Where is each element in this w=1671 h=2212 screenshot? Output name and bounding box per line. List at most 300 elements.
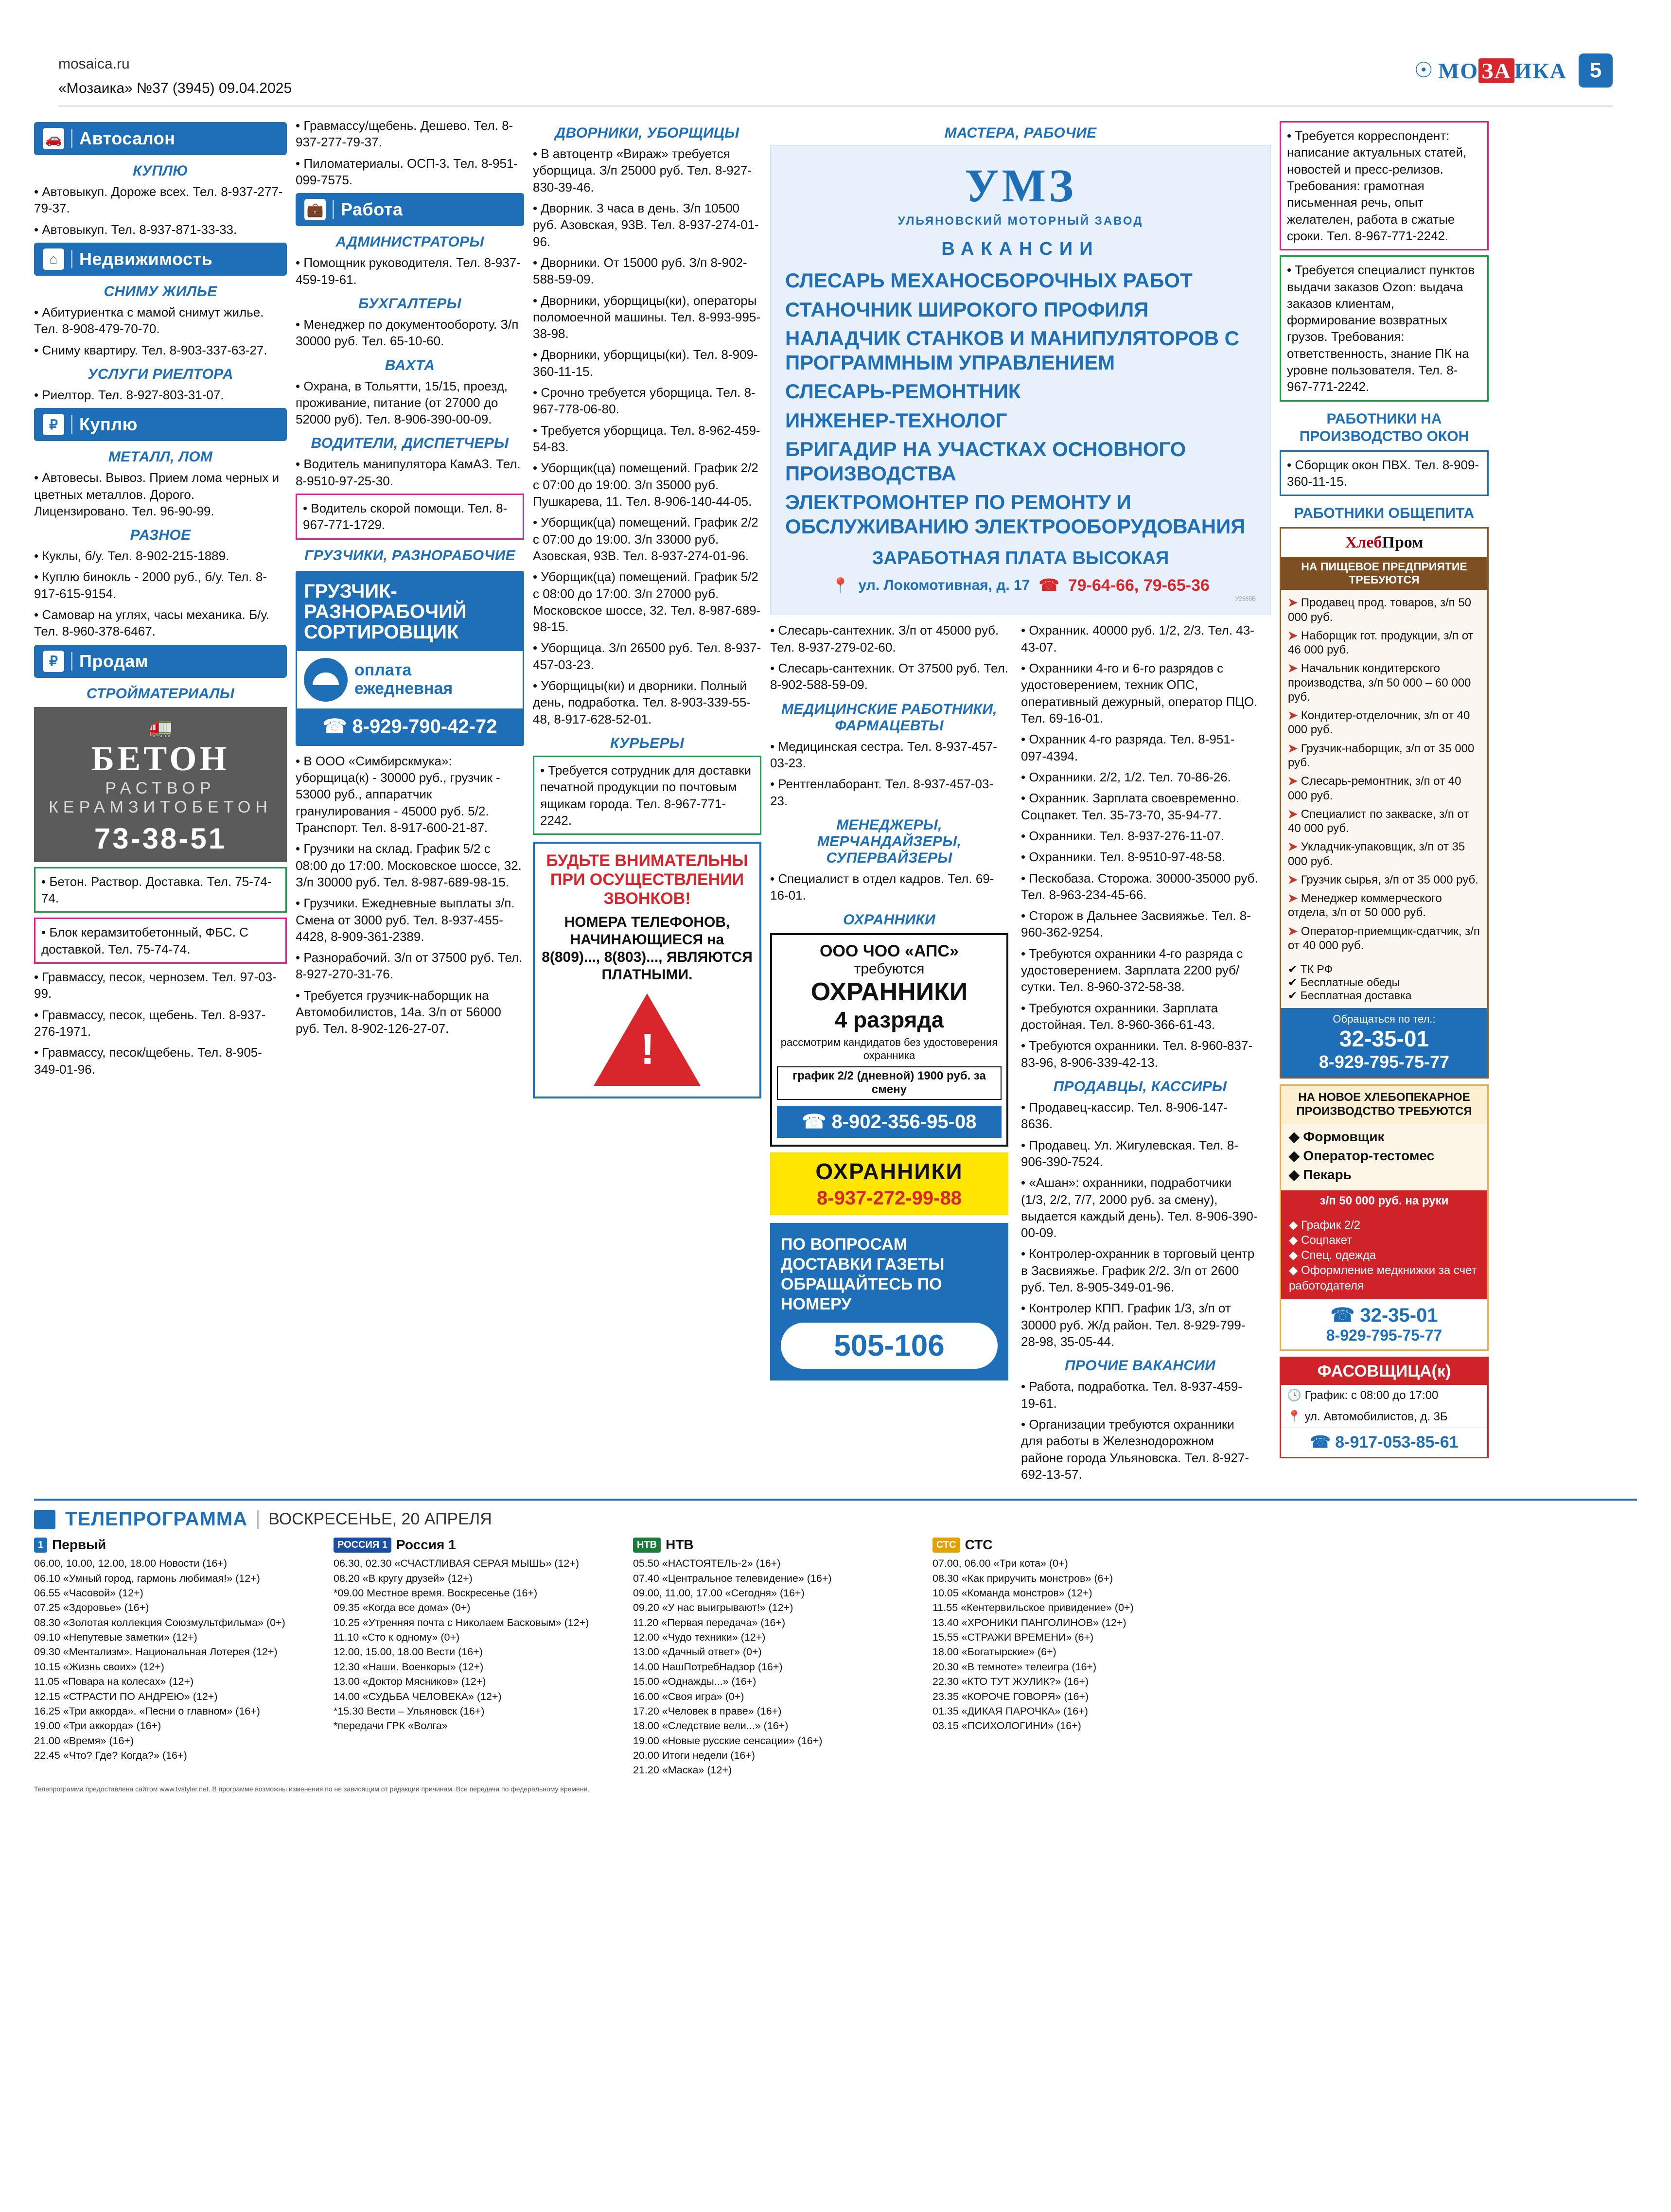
umz-salary: ЗАРАБОТНАЯ ПЛАТА ВЫСОКАЯ xyxy=(872,548,1169,569)
bakery-job: ◆ Пекарь xyxy=(1289,1167,1352,1182)
beton-sub2: КЕРАМЗИТОБЕТОН xyxy=(49,797,272,816)
tv-item: 10.05 «Команда монстров» (12+) xyxy=(932,1587,1092,1599)
tv-item: 14.00 «СУДЬБА ЧЕЛОВЕКА» (12+) xyxy=(334,1690,502,1702)
subheading-obshchepit: РАБОТНИКИ ОБЩЕПИТА xyxy=(1294,505,1475,522)
tv-channel-header xyxy=(334,1537,620,1553)
tv-channel-header xyxy=(932,1537,1219,1553)
ad-ohranniki-yellow[interactable] xyxy=(770,1152,1008,1215)
briefcase-icon: 💼 xyxy=(304,199,326,220)
column-5 xyxy=(1280,117,1489,1458)
tv-item: 12.00 «Чудо техники» (12+) xyxy=(633,1631,766,1644)
masthead-right xyxy=(1414,53,1613,88)
pin-icon: 📍 xyxy=(831,577,850,594)
ad-item: • Уборщик(ца) помещений. График 2/2 с 07:00 до 19:00. З/п 33000 руб. Азовская, 93В. Тел. 8-937-274-01-96. xyxy=(533,515,758,563)
category-title: Продам xyxy=(79,651,148,671)
ad-item: • Пиломатериалы. ОСП-3. Тел. 8-951-099-7575. xyxy=(296,156,518,187)
divider xyxy=(71,415,72,434)
ad-item: • Разнорабочий. З/п от 37500 руб. Тел. 8-927-270-31-76. xyxy=(296,950,523,982)
umz-contacts xyxy=(785,576,1256,595)
benefit-item: ✔ ТК РФ xyxy=(1288,963,1333,976)
subheading-dvorniki: ДВОРНИКИ, УБОРЩИЦЫ xyxy=(555,125,739,141)
fasov-address: 📍 ул. Автомобилистов, д. 3Б xyxy=(1281,1406,1487,1428)
fasov-phone: ☎ 8-917-053-85-61 xyxy=(1310,1433,1459,1451)
ad-item: • Дворники, уборщицы(ки), операторы поломоечной машины. Тел. 8-993-995-38-98. xyxy=(533,293,760,341)
ad-item: • Охранник 4-го разряда. Тел. 8-951-097-4394. xyxy=(1021,732,1235,763)
umz-logo xyxy=(785,159,1256,228)
bullet-icon: ➤ xyxy=(1288,840,1298,854)
tv-channel-columns xyxy=(34,1537,1637,1778)
ad-item: • Водитель скорой помощи. Тел. 8-967-771-1729. xyxy=(303,501,508,532)
ad-code: У2685В xyxy=(1235,595,1256,602)
ad-item: • Охранники 4-го и 6-го разрядов с удостоверением, техник ОПС, оперативный дежурный, оператор ПЦО. Тел. 69-16-01. xyxy=(1021,661,1258,726)
umz-job: ЭЛЕКТРОМОНТЕР ПО РЕМОНТУ И ОБСЛУЖИВАНИЮ ЭЛЕКТРООБОРУДОВАНИЯ xyxy=(785,491,1246,538)
ad-item: • Абитуриентка с мамой снимут жилье. Тел. 8-908-479-70-70. xyxy=(34,304,264,336)
subheading-menedzhery: МЕНЕДЖЕРЫ, МЕРЧАНДАЙЗЕРЫ, СУПЕРВАЙЗЕРЫ xyxy=(817,816,962,866)
tv-item: 12.00, 15.00, 18.00 Вести (16+) xyxy=(334,1646,483,1658)
classified-columns xyxy=(0,106,1671,1487)
tv-item: 23.35 «КОРОЧЕ ГОВОРЯ» (16+) xyxy=(932,1690,1089,1702)
tv-item: 14.00 НашПотребНадзор (16+) xyxy=(633,1661,783,1673)
ad-item: • Менеджер по документообороту. З/п 30000 руб. Тел. 65-10-60. xyxy=(296,317,519,349)
ad-item: • Требуется уборщица. Тел. 8-962-459-54-83. xyxy=(533,423,760,454)
ad-box-okna xyxy=(1280,450,1489,496)
channel-name: СТС xyxy=(965,1537,993,1553)
ad-bakery[interactable] xyxy=(1280,1084,1489,1351)
subheading-mastera: МАСТЕРА, РАБОЧИЕ xyxy=(944,125,1097,141)
hlebprom-subtitle: НА ПИЩЕВОЕ ПРЕДПРИЯТИЕ ТРЕБУЮТСЯ xyxy=(1281,557,1487,590)
bakery-contacts xyxy=(1281,1299,1487,1349)
ad-item: • Охранник. Зарплата своевременно. Соцпакет. Тел. 35-73-70, 35-94-77. xyxy=(1021,791,1240,822)
ad-item: • Охранники. Тел. 8-937-276-11-07. xyxy=(1021,828,1225,843)
tv-item: 10.15 «Жизнь своих» (12+) xyxy=(34,1661,164,1673)
ad-box-voditel-skoroy xyxy=(296,494,524,540)
fasov-title: ФАСОВЩИЦА(к) xyxy=(1281,1358,1487,1385)
tv-item: 07.25 «Здоровье» (16+) xyxy=(34,1602,149,1614)
tv-item: 13.40 «ХРОНИКИ ПАНГОЛИНОВ» (12+) xyxy=(932,1616,1126,1628)
ad-item: • Продавец-кассир. Тел. 8-906-147-8636. xyxy=(1021,1099,1228,1132)
column-4 xyxy=(770,117,1271,1487)
tv-item: 06.10 «Умный город, гармонь любимая!» (12+) xyxy=(34,1572,260,1584)
category-title: Автосалон xyxy=(79,128,176,148)
ad-item: • Автовыкуп. Тел. 8-937-871-33-33. xyxy=(34,222,237,237)
ad-item: • Водитель манипулятора КамАЗ. Тел. 8-9510-97-25-30. xyxy=(296,457,521,488)
ad-item: • Куклы, б/у. Тел. 8-902-215-1889. xyxy=(34,549,229,564)
ad-item: • Требуются охранники 4-го разряда с удостоверением. Зарплата 2200 руб/сутки. Тел. 8-960-372-58-38. xyxy=(1021,946,1243,994)
tv-channel-header xyxy=(633,1537,920,1553)
ad-box-korrespondent xyxy=(1280,121,1489,250)
umz-vacancies-label: ВАКАНСИИ xyxy=(941,239,1100,259)
umz-job: СЛЕСАРЬ МЕХАНОСБОРОЧНЫХ РАБОТ xyxy=(785,269,1193,292)
divider xyxy=(333,200,334,219)
masthead xyxy=(0,0,1671,99)
col4-left xyxy=(770,622,1008,1487)
tv-item: 10.25 «Утренняя почта с Николаем Басковым» (12+) xyxy=(334,1616,589,1628)
hlebprom-brand: ХлебПром xyxy=(1345,533,1424,552)
aps-need: требуются xyxy=(854,960,925,977)
subheading-stroymaterialy: СТРОЙМАТЕРИАЛЫ xyxy=(86,685,235,702)
gruz-pay-text xyxy=(354,661,453,698)
subheading-vahta: ВАХТА xyxy=(385,357,435,373)
ad-item: • Требуется сотрудник для доставки печатной продукции по почтовым ящикам города. Тел. 8-967-771-2242. xyxy=(540,763,752,828)
ad-item: • Пескобаза. Сторожа. 30000-35000 руб. Тел. 8-963-234-45-66. xyxy=(1021,870,1258,902)
umz-logo-word: УМЗ xyxy=(965,159,1076,212)
hlebprom-job: ➤ Оператор-приемщик-сдатчик, з/п от 40 000 руб. xyxy=(1288,924,1480,952)
ad-item: • Сторож в Дальнее Засвияжье. Тел. 8-960-362-9254. xyxy=(1021,908,1251,940)
warning-body: НОМЕРА ТЕЛЕФОНОВ, НАЧИНАЮЩИЕСЯ на 8(809)..., 8(803)..., ЯВЛЯЮТСЯ ПЛАТНЫМИ. xyxy=(542,914,753,983)
subheading-medicinskie: МЕДИЦИНСКИЕ РАБОТНИКИ, ФАРМАЦЕВТЫ xyxy=(781,701,997,734)
tv-title: ТЕЛЕПРОГРАММА xyxy=(65,1508,248,1530)
subheading-administratory: АДМИНИСТРАТОРЫ xyxy=(335,234,484,250)
ad-fasovshchica[interactable] xyxy=(1280,1357,1489,1458)
category-kuplyu xyxy=(34,408,287,441)
tv-item: 19.00 «Три аккорда» (16+) xyxy=(34,1720,161,1732)
hlebprom-logo xyxy=(1281,529,1487,557)
ad-item: • Дворник. 3 часа в день. З/п 10500 руб. Азовская, 93В. Тел. 8-937-274-01-96. xyxy=(533,200,759,249)
benefit-item: ✔ Бесплатные обеды xyxy=(1288,976,1400,989)
ad-item: • Помощник руководителя. Тел. 8-937-459-19-61. xyxy=(296,255,521,287)
hlebprom-job: ➤ Укладчик-упаковщик, з/п от 35 000 руб. xyxy=(1288,840,1465,868)
beton-title: БЕТОН xyxy=(91,739,230,778)
ad-item: • «Ашан»: охранники, подработчики (1/3, 2/2, 7/7, 2000 руб. за смену), выдается каждый день). Тел. 8-906-390-00-09. xyxy=(1021,1175,1258,1240)
ad-item: • Бетон. Раствор. Доставка. Тел. 75-74-74. xyxy=(41,874,272,905)
ad-item: • Уборщица. З/п 26500 руб. Тел. 8-937-457-03-23. xyxy=(533,640,761,672)
bakery-title: НА НОВОЕ ХЛЕБОПЕКАРНОЕ ПРОИЗВОДСТВО ТРЕБУЮТСЯ xyxy=(1281,1086,1487,1124)
divider xyxy=(71,250,72,268)
tv-channel-header xyxy=(34,1537,321,1553)
tv-item: 17.20 «Человек в праве» (16+) xyxy=(633,1705,782,1717)
category-nedvizhimost xyxy=(34,243,287,276)
channel-badge: 1 xyxy=(34,1538,47,1553)
gruz-line3: СОРТИРОВЩИК xyxy=(304,621,459,643)
ad-item: • Уборщик(ца) помещений. График 2/2 с 07:00 до 19:00. З/п 35000 руб. Пушкарева, 11. Тел. 8-906-140-44-05. xyxy=(533,460,758,509)
bullet-icon: ➤ xyxy=(1288,807,1298,821)
mosaica-logo xyxy=(1414,58,1567,84)
ad-item: • Продавец. Ул. Жигулевская. Тел. 8-906-390-7524. xyxy=(1021,1137,1238,1169)
tv-item: *15.30 Вести – Ульяновск (16+) xyxy=(334,1705,485,1717)
bakery-job: ◆ Оператор-тестомес xyxy=(1289,1148,1435,1163)
tv-item: 08.30 «Золотая коллекция Союзмультфильма» (0+) xyxy=(34,1616,285,1628)
tv-listing xyxy=(932,1557,1219,1733)
ad-box-kurier xyxy=(533,756,761,835)
ad-item: • Требуется корреспондент: написание актуальных статей, новостей и пресс-релизов. Требования: грамотная письменная речь, опыт желателен, работа в сжатые сроки. Тел. 8-967-771-2242. xyxy=(1287,128,1467,243)
tv-item: 09.20 «У нас выигрывают!» (12+) xyxy=(633,1602,793,1614)
tv-item: 21.00 «Время» (16+) xyxy=(34,1734,134,1747)
tv-item: 15.55 «СТРАЖИ ВРЕМЕНИ» (6+) xyxy=(932,1631,1094,1644)
channel-name: Первый xyxy=(52,1537,106,1553)
phone-icon: ☎ xyxy=(1038,576,1059,595)
umz-job: СТАНОЧНИК ШИРОКОГО ПРОФИЛЯ xyxy=(785,298,1149,321)
ad-item: • Требуется специалист пунктов выдачи заказов Ozon: выдача заказов клиентам, формирование возвратных грузов. Требования: ответственность, знание ПК на уровне пользователя. Тел. 8-967-771-2242. xyxy=(1287,263,1475,394)
bullet-icon: ➤ xyxy=(1288,629,1298,642)
worker-helmet-icon xyxy=(304,658,348,702)
tv-item: 21.20 «Маска» (12+) xyxy=(633,1764,732,1776)
bullet-icon: ➤ xyxy=(1288,775,1298,788)
ad-item: • Сниму квартиру. Тел. 8-903-337-63-27. xyxy=(34,342,267,357)
tv-program-section xyxy=(34,1499,1637,1793)
ad-item: • Слесарь-сантехник. От 37500 руб. Тел. 8-902-588-59-09. xyxy=(770,661,1008,692)
tv-header xyxy=(34,1508,1637,1530)
bullet-icon: ➤ xyxy=(1288,924,1298,938)
hlebprom-job: ➤ Наборщик гот. продукции, з/п от 46 000 руб. xyxy=(1288,629,1474,657)
subheading-voditeli: ВОДИТЕЛИ, ДИСПЕТЧЕРЫ xyxy=(311,435,509,452)
bullet-icon: ➤ xyxy=(1288,662,1298,675)
hlebprom-contacts xyxy=(1281,1008,1487,1077)
umz-job: БРИГАДИР НА УЧАСТКАХ ОСНОВНОГО ПРОИЗВОДСТВА xyxy=(785,438,1186,485)
ad-item: • Охрана, в Тольятти, 15/15, проезд, проживание, питание (от 27000 до 52000 руб). Тел. 8-906-390-00-09. xyxy=(296,378,508,427)
category-prodam xyxy=(34,645,287,678)
ad-item: • Охранники. Тел. 8-9510-97-48-58. xyxy=(1021,849,1226,865)
beton-phone: 73-38-51 xyxy=(94,822,227,855)
ruble-down-icon: ₽ xyxy=(43,414,64,435)
bakery-phone-1: ☎ 32-35-01 xyxy=(1330,1304,1438,1326)
masthead-left xyxy=(58,53,292,99)
tv-item: 16.00 «Своя игра» (0+) xyxy=(633,1690,744,1702)
tv-item: 18.00 «Богатырские» (6+) xyxy=(932,1646,1056,1658)
hlebprom-job: ➤ Грузчик сырья, з/п от 35 000 руб. xyxy=(1288,873,1478,886)
ad-item: • Срочно требуется уборщица. Тел. 8-967-778-06-80. xyxy=(533,385,756,417)
subheading-uslugi: УСЛУГИ РИЕЛТОРА xyxy=(88,366,233,382)
tv-item: 18.00 «Следствие вели...» (16+) xyxy=(633,1720,789,1732)
tv-item: 03.15 «ПСИХОЛОГИНИ» (16+) xyxy=(932,1720,1081,1732)
ad-item: • Автовыкуп. Дороже всех. Тел. 8-937-277-79-37. xyxy=(34,184,283,216)
tv-item: 20.00 Итоги недели (16+) xyxy=(633,1750,756,1762)
ad-item: • Куплю бинокль - 2000 руб., б/у. Тел. 8-917-615-9154. xyxy=(34,569,267,601)
ad-gruzchik[interactable] xyxy=(296,571,524,746)
ad-item: • Гравмассу, песок, чернозем. Тел. 97-03-99. xyxy=(34,969,277,1001)
ad-item: • Грузчики на склад. График 5/2 с 08:00 до 17:00. Московское шоссе, 32. З/п 30000 руб. Тел. 8-987-689-98-15. xyxy=(296,841,522,889)
hlebprom-job: ➤ Специалист по закваске, з/п от 40 000 руб. xyxy=(1288,807,1469,835)
umz-job: ИНЖЕНЕР-ТЕХНОЛОГ xyxy=(785,408,1007,432)
tv-item-note: *передачи ГРК «Волга» xyxy=(334,1720,448,1732)
umz-phone: 79-64-66, 79-65-36 xyxy=(1068,576,1210,595)
ad-item: • Дворники, уборщицы(ки). Тел. 8-909-360-11-15. xyxy=(533,347,758,379)
tv-item: 06.30, 02.30 «СЧАСТЛИВАЯ СЕРАЯ МЫШЬ» (12+) xyxy=(334,1557,580,1570)
ad-item: • Охранники. 2/2, 1/2. Тел. 70-86-26. xyxy=(1021,769,1231,784)
subheading-okna: РАБОТНИКИ НА ПРОИЗВОДСТВО ОКОН xyxy=(1299,410,1469,444)
tv-item: 08.20 «В кругу друзей» (12+) xyxy=(334,1572,473,1584)
call-label: Обращаться по тел.: xyxy=(1333,1013,1436,1026)
hlebprom-job: ➤ Слесарь-ремонтник, з/п от 40 000 руб. xyxy=(1288,775,1461,802)
tv-item: 22.45 «Что? Где? Когда?» (16+) xyxy=(34,1750,187,1762)
benefit-item: ✔ Бесплатная доставка xyxy=(1288,989,1412,1002)
hlebprom-job: ➤ Кондитер-отделочник, з/п от 40 000 руб. xyxy=(1288,709,1470,737)
home-icon: ⌂ xyxy=(43,248,64,270)
ad-item: • Контролер КПП. График 1/3, з/п от 30000 руб. Ж/д район. Тел. 8-929-799-28-98, 35-05-44. xyxy=(1021,1301,1246,1349)
ad-box-ozon xyxy=(1280,255,1489,402)
tv-channel-column xyxy=(633,1537,920,1778)
tv-item: 11.55 «Кентервильское привидение» (0+) xyxy=(932,1602,1134,1614)
hlebprom-job: ➤ Начальник кондитерского производства, з/п 50 000 – 60 000 руб. xyxy=(1288,662,1471,704)
page-number: 5 xyxy=(1579,53,1613,88)
tv-item: *09.00 Местное время. Воскресенье (16+) xyxy=(334,1587,538,1599)
ad-item: • Требуется грузчик-наборщик на Автомобилистов, 14а. З/п от 56000 руб. Тел. 8-902-126-27-07. xyxy=(296,988,501,1036)
bakery-phone-2: 8-929-795-75-77 xyxy=(1326,1326,1442,1344)
tv-item: 12.30 «Наши. Военкоры» (12+) xyxy=(334,1661,484,1673)
tv-channel-column xyxy=(334,1537,620,1778)
category-rabota xyxy=(296,193,524,226)
divider xyxy=(257,1510,259,1529)
ad-item: • Медицинская сестра. Тел. 8-937-457-03-23. xyxy=(770,739,997,771)
aps-rank: 4 разряда xyxy=(834,1007,944,1032)
tv-item: 19.00 «Новые русские сенсации» (16+) xyxy=(633,1734,823,1747)
warning-notice xyxy=(533,842,761,1098)
hlebprom-phone-2: 8-929-795-75-77 xyxy=(1319,1052,1450,1072)
ad-item: • Блок керамзитобетонный, ФБС. С доставкой. Тел. 75-74-74. xyxy=(41,925,248,956)
ad-item: • Специалист в отдел кадров. Тел. 69-16-01. xyxy=(770,871,994,903)
subheading-raznoe: РАЗНОЕ xyxy=(130,527,191,544)
perk-item: ◆ График 2/2 xyxy=(1289,1218,1361,1232)
bakery-jobs xyxy=(1281,1124,1487,1190)
gruz-pay xyxy=(297,651,523,708)
tv-item: 20.30 «В темноте» телеигра (16+) xyxy=(932,1661,1097,1673)
umz-job: СЛЕСАРЬ-РЕМОНТНИК xyxy=(785,380,1021,403)
tv-item: 13.00 «Доктор Мясников» (12+) xyxy=(334,1676,486,1688)
bakery-perks xyxy=(1281,1212,1487,1299)
tv-item: 13.00 «Дачный ответ» (0+) xyxy=(633,1646,762,1658)
umz-logo-sub: УЛЬЯНОВСКИЙ МОТОРНЫЙ ЗАВОД xyxy=(897,214,1143,228)
perk-item: ◆ Спец. одежда xyxy=(1289,1249,1376,1262)
aps-job: ОХРАННИКИ xyxy=(810,977,968,1006)
subheading-snimu: СНИМУ ЖИЛЬЕ xyxy=(104,283,217,300)
ad-item: • В автоцентр «Вираж» требуется уборщица. З/п 25000 руб. Тел. 8-927-830-39-46. xyxy=(533,146,752,195)
bullet-icon: ➤ xyxy=(1288,742,1298,755)
channel-badge: РОССИЯ 1 xyxy=(334,1538,391,1553)
subheading-kuplyu: КУПЛЮ xyxy=(133,163,188,179)
hlebprom-job: ➤ Продавец прод. товаров, з/п 50 000 руб. xyxy=(1288,596,1472,624)
tv-item: 16.25 «Три аккорда». «Песни о главном» (16+) xyxy=(34,1705,260,1717)
ad-item: • Рентгенлаборант. Тел. 8-937-457-03-23. xyxy=(770,777,994,808)
ad-item: • Контролер-охранник в торговый центр в Засвияжье. График 2/2. З/п от 2600 руб. Тел. 8-905-349-01-96. xyxy=(1021,1246,1255,1295)
category-title: Куплю xyxy=(79,414,138,435)
car-icon: 🚗 xyxy=(43,128,64,149)
tv-item: 11.20 «Первая передача» (16+) xyxy=(633,1616,786,1628)
column-2 xyxy=(296,117,524,1042)
ad-delivery[interactable] xyxy=(770,1223,1008,1380)
ad-beton[interactable] xyxy=(34,707,287,862)
column-1 xyxy=(34,117,287,1082)
tv-item: 12.15 «СТРАСТИ ПО АНДРЕЮ» (12+) xyxy=(34,1690,218,1702)
ad-hlebprom[interactable] xyxy=(1280,527,1489,1079)
tv-channel-column xyxy=(932,1537,1219,1778)
tv-item: 09.35 «Когда все дома» (0+) xyxy=(334,1602,471,1614)
fasov-schedule: 🕓 График: с 08:00 до 17:00 xyxy=(1281,1385,1487,1406)
perk-item: ◆ Оформление медкнижки за счет работодателя xyxy=(1289,1264,1477,1292)
gruz-headline xyxy=(297,572,523,651)
delivery-phone: 505-106 xyxy=(781,1323,998,1369)
truck-icon: 🚛 xyxy=(148,716,173,738)
ad-item: • Слесарь-сантехник. З/п от 45000 руб. Тел. 8-937-279-02-60. xyxy=(770,623,999,655)
ad-item: • Грузчики. Ежедневные выплаты з/п. Смена от 3000 руб. Тел. 8-937-455-4428, 8-909-361-2389. xyxy=(296,896,515,944)
pay-line2: ежедневная xyxy=(354,679,453,698)
tv-item: 09.10 «Непутевые заметки» (12+) xyxy=(34,1631,197,1644)
beton-sub1: РАСТВОР xyxy=(105,779,216,797)
column-3 xyxy=(533,117,761,1105)
bullet-icon: ➤ xyxy=(1288,892,1298,905)
divider xyxy=(71,652,72,671)
tv-item: 07.40 «Центральное телевидение» (16+) xyxy=(633,1572,832,1584)
ad-item: • Охранник. 40000 руб. 1/2, 2/3. Тел. 43-43-07. xyxy=(1021,623,1254,655)
aps-schedule: график 2/2 (дневной) 1900 руб. за смену xyxy=(777,1066,1002,1100)
perk-item: ◆ Соцпакет xyxy=(1289,1233,1353,1247)
category-avtosalon xyxy=(34,122,287,155)
hlebprom-job: ➤ Менеджер коммерческого отдела, з/п от 50 000 руб. xyxy=(1288,892,1442,920)
col4-subcolumns xyxy=(770,622,1271,1487)
ohr-phone: 8-937-272-99-88 xyxy=(817,1187,962,1209)
subheading-buhgaltery: БУХГАЛТЕРЫ xyxy=(358,295,461,312)
site-url: mosaica.ru xyxy=(58,56,130,72)
divider xyxy=(71,129,72,148)
tv-item: 11.05 «Повара на колесах» (12+) xyxy=(34,1676,194,1688)
ohr-title: ОХРАННИКИ xyxy=(815,1159,963,1185)
ad-item: • Риелтор. Тел. 8-927-803-31-07. xyxy=(34,387,224,402)
ad-item: • Дворники. От 15000 руб. З/п 8-902-588-59-09. xyxy=(533,255,747,287)
category-title: Недвижимость xyxy=(79,248,213,269)
hlebprom-phone-1: 32-35-01 xyxy=(1339,1026,1429,1052)
channel-name: Россия 1 xyxy=(396,1537,456,1553)
ad-item: • Гравмассу, песок/щебень. Тел. 8-905-349-01-96. xyxy=(34,1045,262,1077)
bird-icon: ☉ xyxy=(1414,58,1433,82)
pay-line1: оплата xyxy=(354,661,412,680)
subheading-gruzchiki: ГРУЗЧИКИ, РАЗНОРАБОЧИЕ xyxy=(304,547,515,564)
ad-aps[interactable] xyxy=(770,933,1008,1147)
ad-item: • Требуются охранники. Зарплата достойная. Тел. 8-960-366-61-43. xyxy=(1021,1000,1218,1032)
tv-listing xyxy=(334,1557,620,1733)
ad-item: • Гравмассу, песок, щебень. Тел. 8-937-276-1971. xyxy=(34,1007,266,1039)
bullet-icon: ➤ xyxy=(1288,873,1298,886)
bullet-icon: ➤ xyxy=(1288,709,1298,723)
hlebprom-job: ➤ Грузчик-наборщик, з/п от 35 000 руб. xyxy=(1288,742,1475,769)
ad-item: • Сборщик окон ПВХ. Тел. 8-909-360-11-15. xyxy=(1287,457,1479,489)
ad-item: • Гравмассу/щебень. Дешево. Тел. 8-937-277-79-37. xyxy=(296,118,513,150)
channel-badge: СТС xyxy=(932,1538,960,1553)
subheading-prochie: ПРОЧИЕ ВАКАНСИИ xyxy=(1064,1358,1216,1374)
col4-right xyxy=(1021,622,1259,1487)
ad-item: • Уборщицы(ки) и дворники. Полный день, подработка. Тел. 8-903-339-55-48, 8-917-628-52-01. xyxy=(533,678,751,726)
tv-listing xyxy=(633,1557,920,1777)
tv-item: 05.50 «НАСТОЯТЕЛЬ-2» (16+) xyxy=(633,1557,781,1570)
issue-line: «Мозаика» №37 (3945) 09.04.2025 xyxy=(58,80,292,96)
tv-day: ВОСКРЕСЕНЬЕ, 20 АПРЕЛЯ xyxy=(268,1510,492,1529)
subheading-ohranniki: ОХРАННИКИ xyxy=(843,911,935,928)
ad-item: • Требуются охранники. Тел. 8-960-837-83-96, 8-906-339-42-13. xyxy=(1021,1038,1253,1070)
warning-triangle-icon xyxy=(594,993,701,1086)
ruble-up-icon: ₽ xyxy=(43,651,64,672)
umz-job-list xyxy=(785,268,1256,538)
ad-box-block xyxy=(34,918,287,964)
channel-name: НТВ xyxy=(666,1537,694,1553)
hlebprom-benefits xyxy=(1281,963,1487,1008)
gruz-phone: ☎ 8-929-790-42-72 xyxy=(297,708,523,744)
ad-item: • В ООО «Симбирскмука»: уборщица(к) - 30000 руб., грузчик - 53000 руб., аппаратчик гранулирования - 45000 руб. 5/2. Транспорт. Тел. 8-917-600-21-87. xyxy=(296,753,500,835)
logo-text: МО ЗА ИКА xyxy=(1438,58,1567,83)
tv-listing xyxy=(34,1557,321,1762)
tv-item: 06.55 «Часовой» (12+) xyxy=(34,1587,143,1599)
umz-address: ул. Локомотивная, д. 17 xyxy=(858,577,1030,594)
aps-company: ООО ЧОО «АПС» xyxy=(820,941,959,960)
bakery-job: ◆ Формовщик xyxy=(1289,1129,1385,1144)
delivery-text: ПО ВОПРОСАМ ДОСТАВКИ ГАЗЕТЫ ОБРАЩАЙТЕСЬ ПО НОМЕРУ xyxy=(781,1235,945,1313)
warning-title: БУДЬТЕ ВНИМАТЕЛЬНЫ ПРИ ОСУЩЕСТВЛЕНИИ ЗВОНКОВ! xyxy=(546,851,748,908)
hlebprom-jobs xyxy=(1281,590,1487,963)
tv-item: 15.00 «Однажды...» (16+) xyxy=(633,1676,756,1688)
subheading-kuriery: КУРЬЕРЫ xyxy=(610,735,685,751)
tv-item: 09.30 «Ментализм». Национальная Лотерея (12+) xyxy=(34,1646,278,1658)
tv-footer-note: Телепрограмма предоставлена сайтом www.tvstyler.net. В программе возможны изменения по не зависящим от редакции причинам. Все передачи по федеральному времени. xyxy=(34,1785,590,1793)
bakery-salary: з/п 50 000 руб. на руки xyxy=(1281,1190,1487,1212)
aps-phone: ☎ 8-902-356-95-08 xyxy=(777,1106,1002,1138)
ad-umz[interactable] xyxy=(770,145,1271,615)
ad-item: • Уборщик(ца) помещений. График 5/2 с 08:00 до 17:00. З/п 27000 руб. Московское шоссе, 32. Тел. 8-987-689-98-15. xyxy=(533,569,761,635)
